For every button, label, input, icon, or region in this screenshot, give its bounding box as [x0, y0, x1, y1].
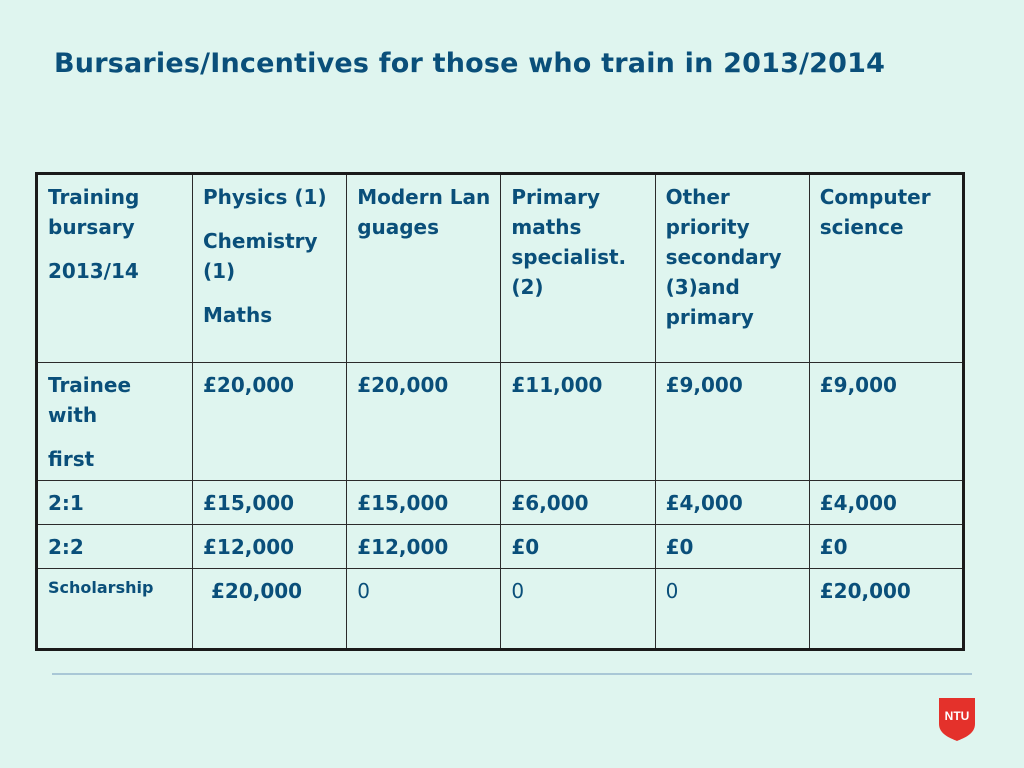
table-cell-value: 0	[511, 579, 525, 603]
row-label-scholarship: Scholarship	[37, 569, 193, 650]
table-row	[37, 481, 964, 525]
table-header-row	[37, 174, 964, 363]
table-cell: £0	[655, 525, 809, 569]
table-cell: £15,000	[347, 481, 501, 525]
table-cell: £9,000	[809, 363, 963, 481]
table-cell: £4,000	[655, 481, 809, 525]
row-label-first-line1: Trainee with	[48, 373, 132, 427]
table-cell: £4,000	[809, 481, 963, 525]
table-cell: £12,000	[347, 525, 501, 569]
header-chemistry-label: Chemistry (1)	[203, 229, 318, 283]
bursary-table	[35, 172, 965, 651]
header-physics-label: Physics (1)	[203, 185, 327, 209]
row-label-first-line2: first	[48, 447, 95, 471]
slide-title: Bursaries/Incentives for those who train in 2013/2014	[54, 48, 886, 79]
table-cell-value: 0	[357, 579, 370, 603]
table-row	[37, 525, 964, 569]
table-cell: £12,000	[193, 525, 347, 569]
header-cell-modern-languages: Modern Languages	[347, 174, 501, 363]
header-cell-physics	[193, 174, 347, 363]
table-cell: £20,000	[193, 569, 347, 650]
header-cell-other-priority: Other priority secondary (3)and primary	[655, 174, 809, 363]
table-cell: £0	[501, 525, 655, 569]
row-label-21: 2:1	[37, 481, 193, 525]
row-label-first	[37, 363, 193, 481]
table-cell: £9,000	[655, 363, 809, 481]
header-cell-computer-science: Computer science	[809, 174, 963, 363]
table-row	[37, 363, 964, 481]
ntu-logo-text: NTU	[944, 709, 970, 723]
table-cell: £0	[809, 525, 963, 569]
table-cell: £11,000	[501, 363, 655, 481]
header-cell-primary-maths: Primary maths specialist. (2)	[501, 174, 655, 363]
header-maths-label: Maths	[203, 303, 273, 327]
header-training-bursary-label: Training bursary	[48, 185, 140, 239]
table-cell: £20,000	[193, 363, 347, 481]
header-cell-training-bursary	[37, 174, 193, 363]
header-year-label: 2013/14	[48, 259, 139, 283]
table-cell: £6,000	[501, 481, 655, 525]
table-cell: £20,000	[347, 363, 501, 481]
table-cell	[347, 569, 501, 650]
table-row	[37, 569, 964, 650]
table-cell: £20,000	[809, 569, 963, 650]
table-cell: £15,000	[193, 481, 347, 525]
row-label-22: 2:2	[37, 525, 193, 569]
ntu-logo	[938, 696, 976, 742]
footer-divider	[52, 673, 972, 675]
table-cell	[655, 569, 809, 650]
table-cell-value: 0	[665, 579, 679, 603]
table-cell	[501, 569, 655, 650]
